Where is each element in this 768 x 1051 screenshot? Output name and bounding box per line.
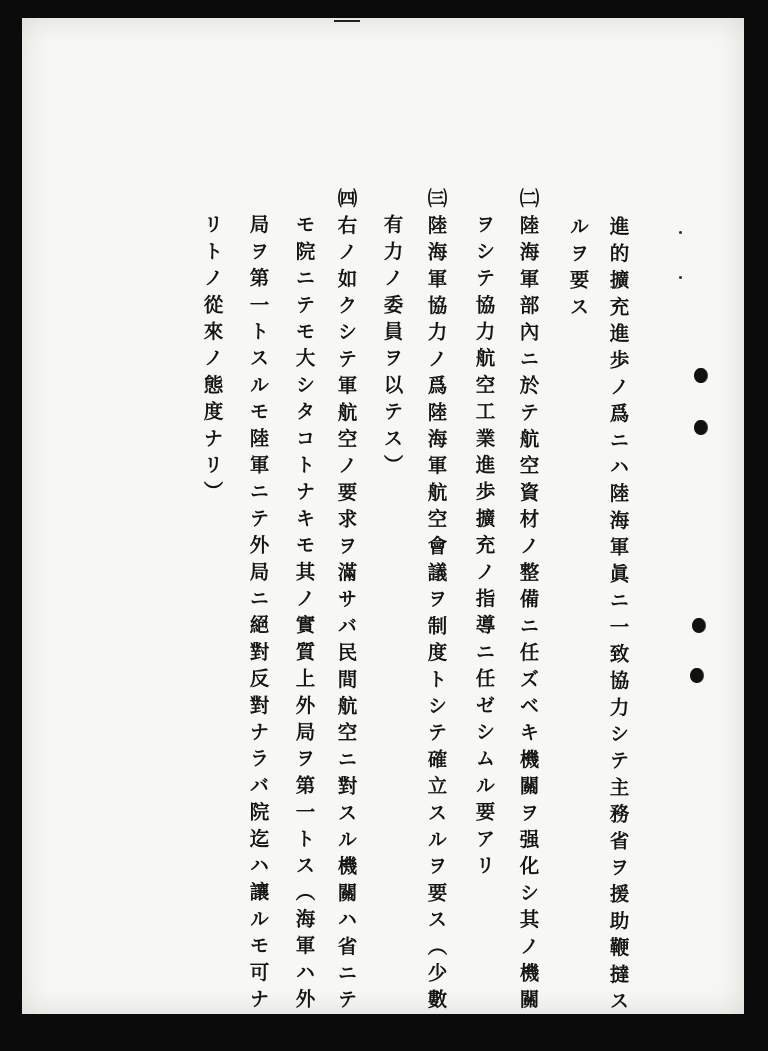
text-column-1: 進的擴充進歩ノ爲ニハ陸海軍眞ニ一致協力シテ主務省ヲ援助鞭撻ス	[606, 216, 630, 1017]
speck-2	[679, 276, 682, 279]
punch-hole-4	[690, 668, 703, 683]
text-column-4: ヲシテ協力航空工業進歩擴充ノ指導ニ任ゼシムル要アリ	[472, 214, 496, 882]
text-column-8: モ院ニテモ大シタコトナキモ其ノ實質上外局ヲ第一トス（海軍ハ外	[292, 214, 316, 1015]
text-column-3: ㈡陸海軍部內ニ於テ航空資材ノ整備ニ任ズベキ機關ヲ强化シ其ノ機關	[516, 188, 540, 1016]
speck-1	[679, 231, 682, 234]
text-column-10: リトノ從來ノ態度ナリ）	[200, 214, 224, 508]
text-column-7: ㈣右ノ如クシテ軍航空ノ要求ヲ滿サバ民間航空ニ對スル機關ハ省ニテ	[334, 188, 358, 1016]
punch-hole-2	[694, 420, 707, 435]
text-column-9: 局ヲ第一トスルモ陸軍ニテ外局ニ絕對反對ナラバ院迄ハ讓ルモ可ナ	[246, 214, 270, 1015]
punch-hole-1	[694, 368, 707, 383]
text-column-2: ルヲ要ス	[566, 216, 590, 323]
text-column-6: 有力ノ委員ヲ以テス）	[380, 214, 404, 481]
document-page	[22, 18, 744, 1017]
punch-hole-3	[692, 618, 705, 633]
scan-mark	[334, 20, 360, 22]
text-column-5: ㈢陸海軍協力ノ爲陸海軍航空會議ヲ制度トシテ確立スルヲ要ス（少數	[424, 188, 448, 1016]
